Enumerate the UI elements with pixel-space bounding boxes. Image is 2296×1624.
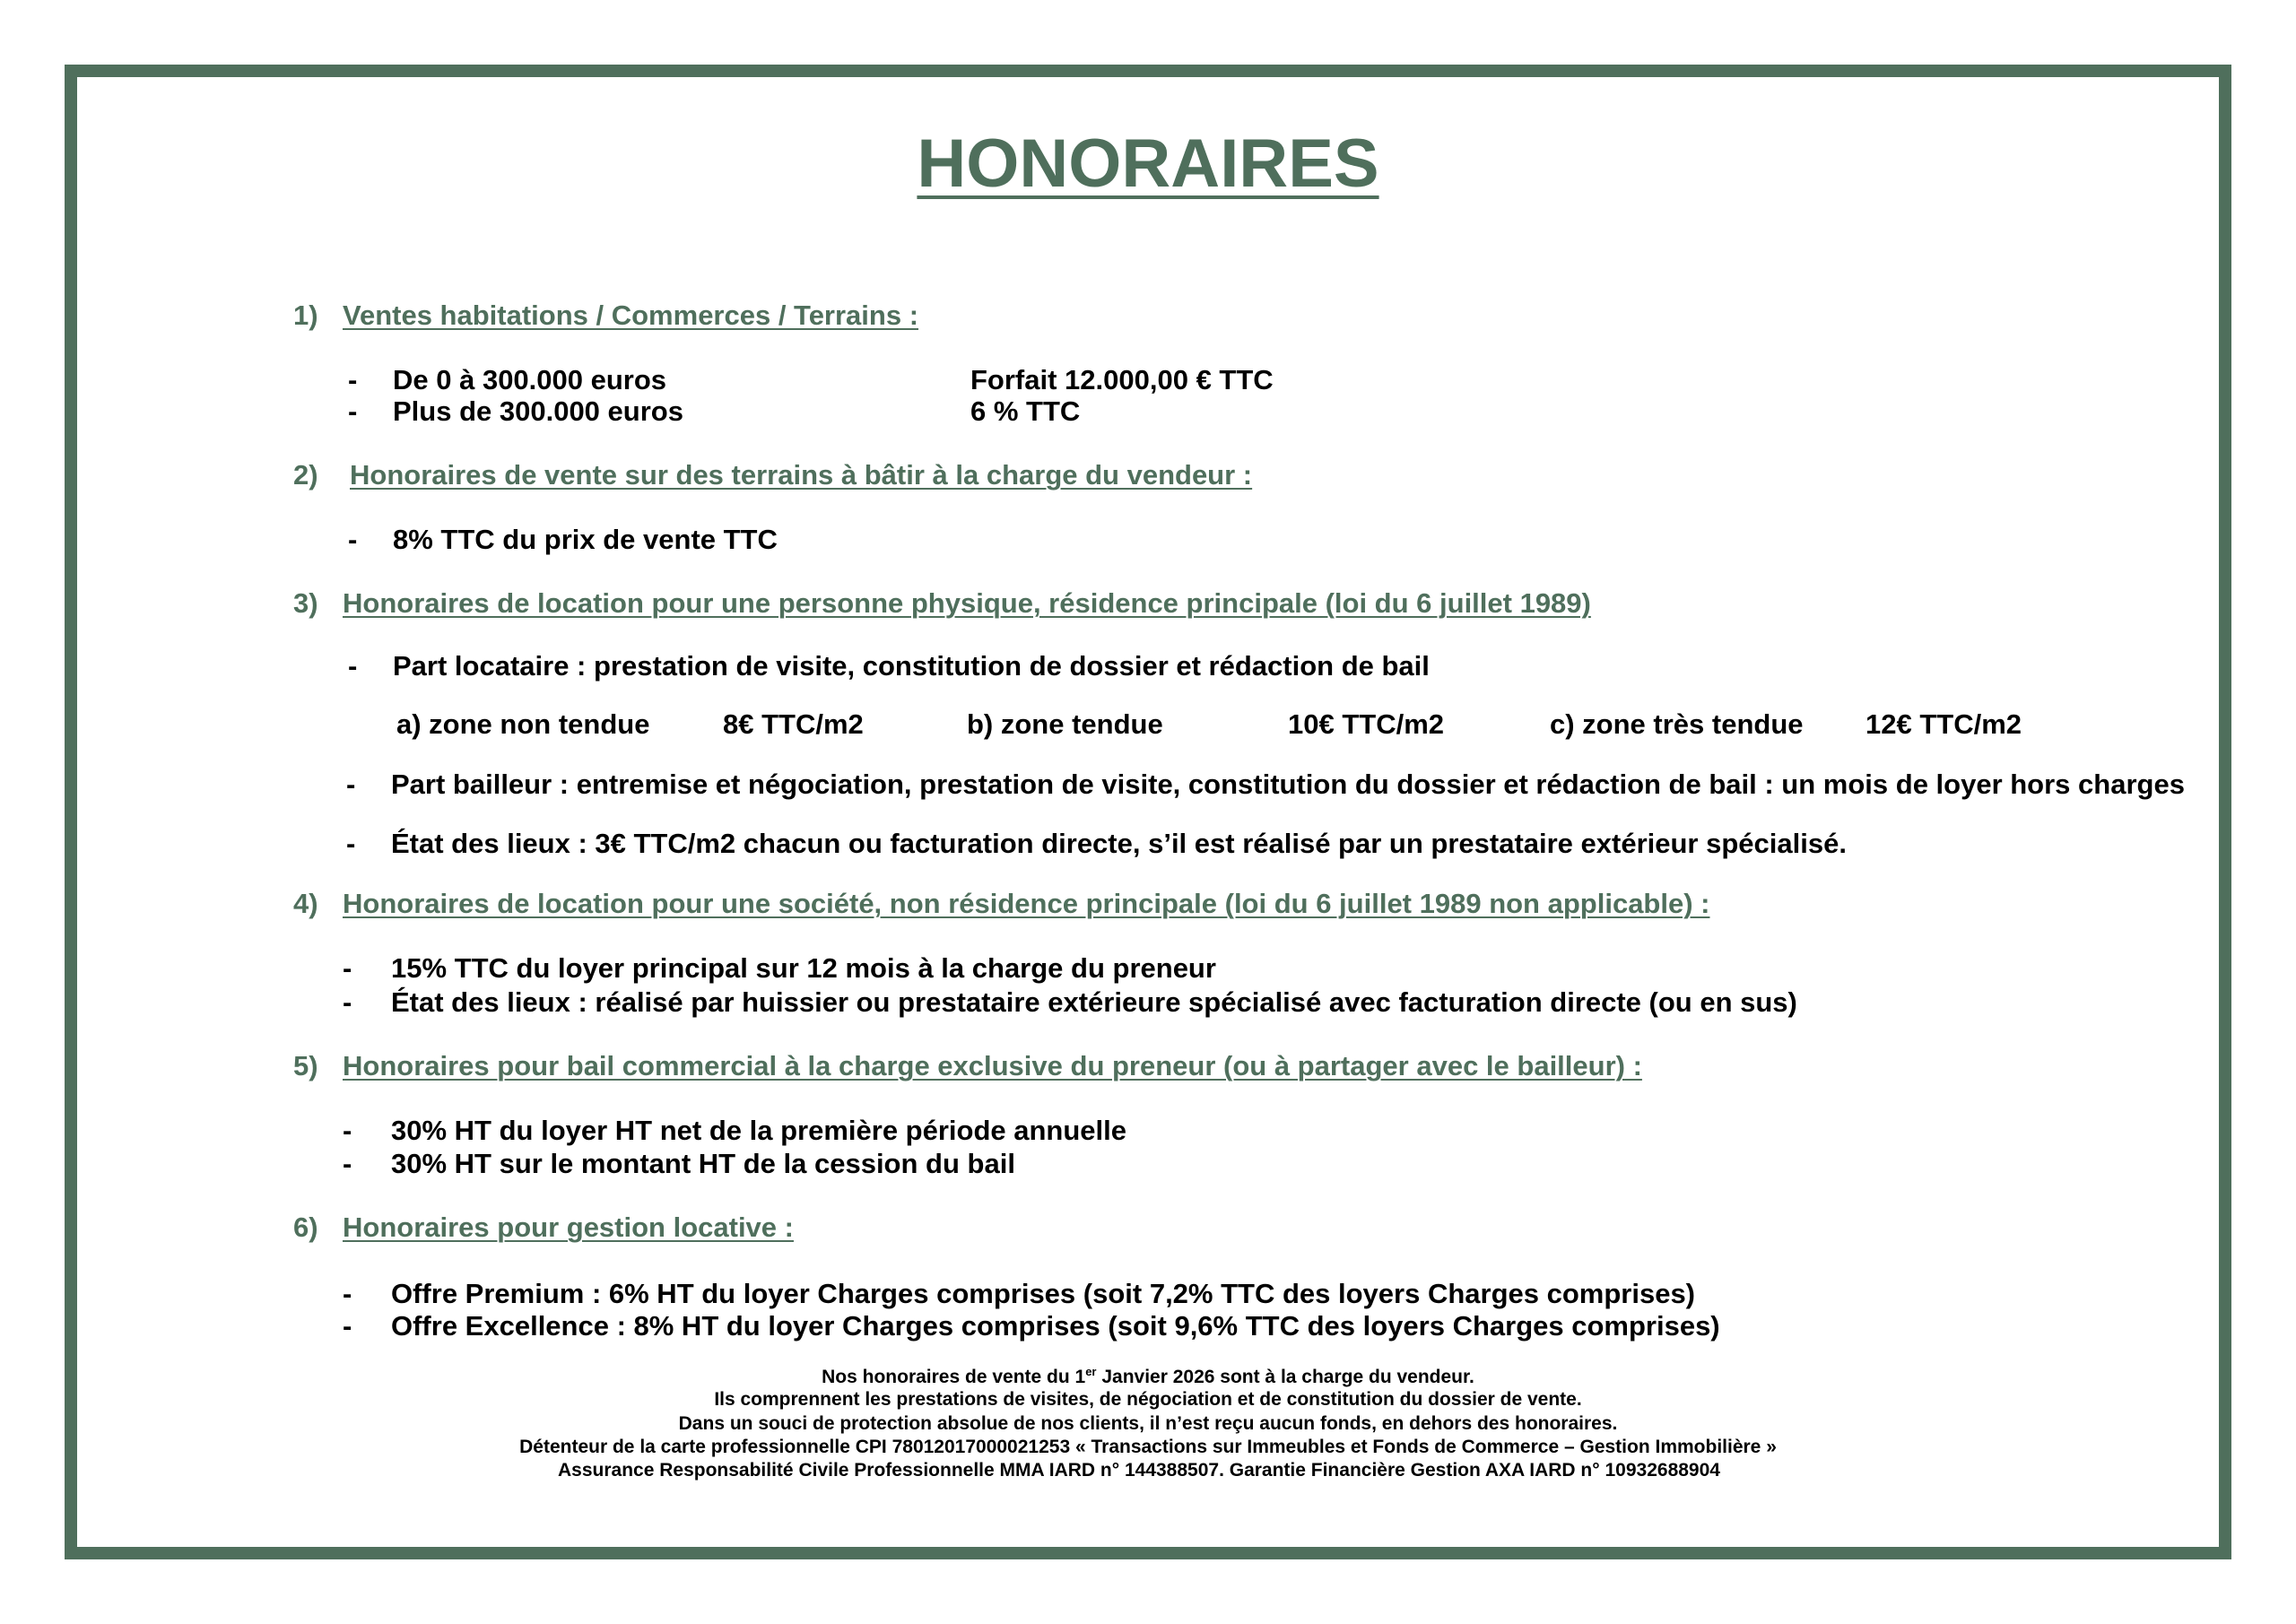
s2-item-1: 8% TTC du prix de vente TTC	[393, 524, 778, 555]
s3-inventory: État des lieux : 3€ TTC/m2 chacun ou facturation directe, s’il est réalisé par un prestataire extérieur spécialisé.	[391, 828, 1847, 859]
section-5-number: 5)	[293, 1050, 318, 1081]
s3-zone-a-name: a) zone non tendue	[396, 708, 650, 740]
section-3-heading: Honoraires de location pour une personne physique, résidence principale (loi du 6 juillet 1989)	[343, 587, 1591, 619]
bullet-dash: -	[343, 1278, 352, 1309]
s3-landlord-part: Part bailleur : entremise et négociation, prestation de visite, constitution du dossier et rédaction de bail : un mois de loyer hors charges	[391, 769, 2185, 800]
footer-line-1: Nos honoraires de vente du 1er Janvier 2026 sont à la charge du vendeur.	[822, 1365, 1474, 1387]
bullet-dash: -	[348, 524, 358, 555]
s6-item-1: Offre Premium : 6% HT du loyer Charges comprises (soit 7,2% TTC des loyers Charges comprises)	[391, 1278, 1696, 1309]
section-6-heading: Honoraires pour gestion locative :	[343, 1211, 794, 1243]
s5-item-1: 30% HT du loyer HT net de la première période annuelle	[391, 1115, 1127, 1146]
section-1-heading: Ventes habitations / Commerces / Terrains :	[343, 300, 919, 331]
s1-item-2-label: Plus de 300.000 euros	[393, 395, 683, 427]
s3-tenant-part: Part locataire : prestation de visite, constitution de dossier et rédaction de bail	[393, 650, 1430, 682]
s3-zone-b-name: b) zone tendue	[967, 708, 1163, 740]
section-5-heading: Honoraires pour bail commercial à la charge exclusive du preneur (ou à partager avec le bailleur) :	[343, 1050, 1642, 1081]
bullet-dash: -	[348, 364, 358, 395]
bullet-dash: -	[348, 650, 358, 682]
bullet-dash: -	[343, 1115, 352, 1146]
s3-zone-c-price: 12€ TTC/m2	[1866, 708, 2022, 740]
section-2-heading: Honoraires de vente sur des terrains à bâtir à la charge du vendeur :	[350, 459, 1253, 491]
bullet-dash: -	[343, 952, 352, 984]
page-title: HONORAIRES	[917, 126, 1379, 202]
footer-line-3: Dans un souci de protection absolue de nos clients, il n’est reçu aucun fonds, en dehors des honoraires.	[678, 1413, 1618, 1434]
s3-zone-a-price: 8€ TTC/m2	[723, 708, 864, 740]
s3-zone-c-name: c) zone très tendue	[1550, 708, 1804, 740]
s4-item-1: 15% TTC du loyer principal sur 12 mois à la charge du preneur	[391, 952, 1216, 984]
footer-line-2: Ils comprennent les prestations de visites, de négociation et de constitution du dossier de vente.	[714, 1389, 1582, 1410]
s6-item-2: Offre Excellence : 8% HT du loyer Charges comprises (soit 9,6% TTC des loyers Charges comprises)	[391, 1310, 1720, 1342]
bullet-dash: -	[346, 828, 356, 859]
section-4-number: 4)	[293, 888, 318, 919]
section-4-heading: Honoraires de location pour une société, non résidence principale (loi du 6 juillet 1989 non applicable) :	[343, 888, 1710, 919]
bullet-dash: -	[346, 769, 356, 800]
footer-line-5: Assurance Responsabilité Civile Professionnelle MMA IARD n° 144388507. Garantie Financière Gestion AXA IARD n° 10932688904	[558, 1460, 1720, 1481]
s1-item-2-value: 6 % TTC	[970, 395, 1081, 427]
bullet-dash: -	[343, 1310, 352, 1342]
footer-line-4: Détenteur de la carte professionnelle CPI 78012017000021253 « Transactions sur Immeubles et Fonds de Commerce – Gestion Immobilière »	[519, 1437, 1777, 1457]
s1-item-1-label: De 0 à 300.000 euros	[393, 364, 667, 395]
s4-item-2: État des lieux : réalisé par huissier ou prestataire extérieure spécialisé avec facturation directe (ou en sus)	[391, 986, 1797, 1018]
section-6-number: 6)	[293, 1211, 318, 1243]
s3-zone-b-price: 10€ TTC/m2	[1288, 708, 1445, 740]
s5-item-2: 30% HT sur le montant HT de la cession du bail	[391, 1148, 1015, 1179]
s1-item-1-value: Forfait 12.000,00 € TTC	[970, 364, 1274, 395]
section-3-number: 3)	[293, 587, 318, 619]
bullet-dash: -	[348, 395, 358, 427]
section-1-number: 1)	[293, 300, 318, 331]
bullet-dash: -	[343, 986, 352, 1018]
bullet-dash: -	[343, 1148, 352, 1179]
section-2-number: 2)	[293, 459, 318, 491]
